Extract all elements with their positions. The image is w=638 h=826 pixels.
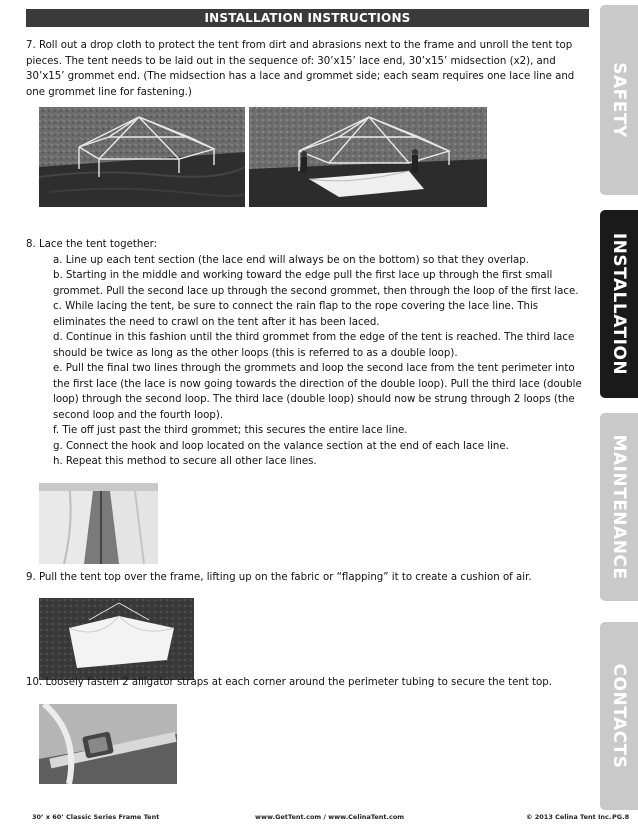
step-9-text: 9. Pull the tent top over the frame, lifting up on the fabric or “flapping” it to create a cushion of air. <box>26 572 532 583</box>
step-8g: g. Connect the hook and loop located on the valance section at the end of each lace line. <box>53 440 509 452</box>
tab-maintenance-label: MAINTENANCE <box>609 434 629 580</box>
frame-drop-cloth-photo <box>39 107 245 207</box>
tab-safety-label: SAFETY <box>609 62 629 138</box>
step-7-text: 7. Roll out a drop cloth to protect the tent from dirt and abrasions next to the frame and unroll the tent top pieces. The tent needs to be laid out in the sequence of: 30’x15’ lace end, 30’x15’ midsection (x2), and 30’x15’ grommet end. (The midsection has a lace and grommet side; each seam requires one lace line and one grommet line for fastening.) <box>26 40 575 98</box>
step-8c: c. While lacing the tent, be sure to connect the rain flap to the rope covering the lace line. This eliminates the need to crawl on the tent after it has been laced. <box>53 301 539 328</box>
tab-safety[interactable] <box>600 5 638 195</box>
step-8-block <box>26 237 591 470</box>
section-header: INSTALLATION INSTRUCTIONS <box>26 9 589 27</box>
alligator-strap-photo <box>39 704 177 784</box>
tab-contacts-label: CONTACTS <box>609 663 629 769</box>
step-8a: a. Line up each tent section (the lace end will always be on the bottom) so that they overlap. <box>53 254 529 266</box>
step-8h: h. Repeat this method to secure all other lace lines. <box>53 456 317 467</box>
tab-installation-label: INSTALLATION <box>609 232 629 376</box>
laced-sections-photo <box>39 483 158 564</box>
footer-copyright: © 2013 Celina Tent Inc. <box>526 813 612 821</box>
footer-website: www.GetTent.com / www.CelinaTent.com <box>255 813 405 821</box>
step-8e: e. Pull the final two lines through the grommets and loop the second lace from the tent perimeter into the first lace (the lace is now going towards the direction of the double loop). Pull the third lace (double loop) through the second loop. The third lace (double loop) should now be strung through 2 loops (the second loop and the fourth loop). <box>53 363 582 421</box>
step-10-text: 10. Loosely fasten 2 alligator straps at each corner around the perimeter tubing to secure the tent top. <box>26 677 552 688</box>
step-8-intro: 8. Lace the tent together: <box>26 239 158 250</box>
tab-installation[interactable] <box>600 210 638 398</box>
tent-over-frame-photo <box>39 598 194 680</box>
step-8d: d. Continue in this fashion until the third grommet from the edge of the tent is reached. The third lace should be twice as long as the other loops (this is referred to as a double loop). <box>53 332 575 359</box>
tab-maintenance[interactable] <box>600 413 638 601</box>
step-8b: b. Starting in the middle and working toward the edge pull the first lace up through the first small grommet. Pull the second lace up through the second grommet, then through the loop of the first lace. <box>53 270 579 297</box>
footer-product: 30’ x 60’ Classic Series Frame Tent <box>32 813 160 821</box>
step-8f: f. Tie off just past the third grommet; this secures the entire lace line. <box>53 425 408 436</box>
footer-page-number: PG.8 <box>612 813 630 821</box>
unrolling-tent-photo <box>249 107 487 207</box>
tab-contacts[interactable] <box>600 622 638 810</box>
